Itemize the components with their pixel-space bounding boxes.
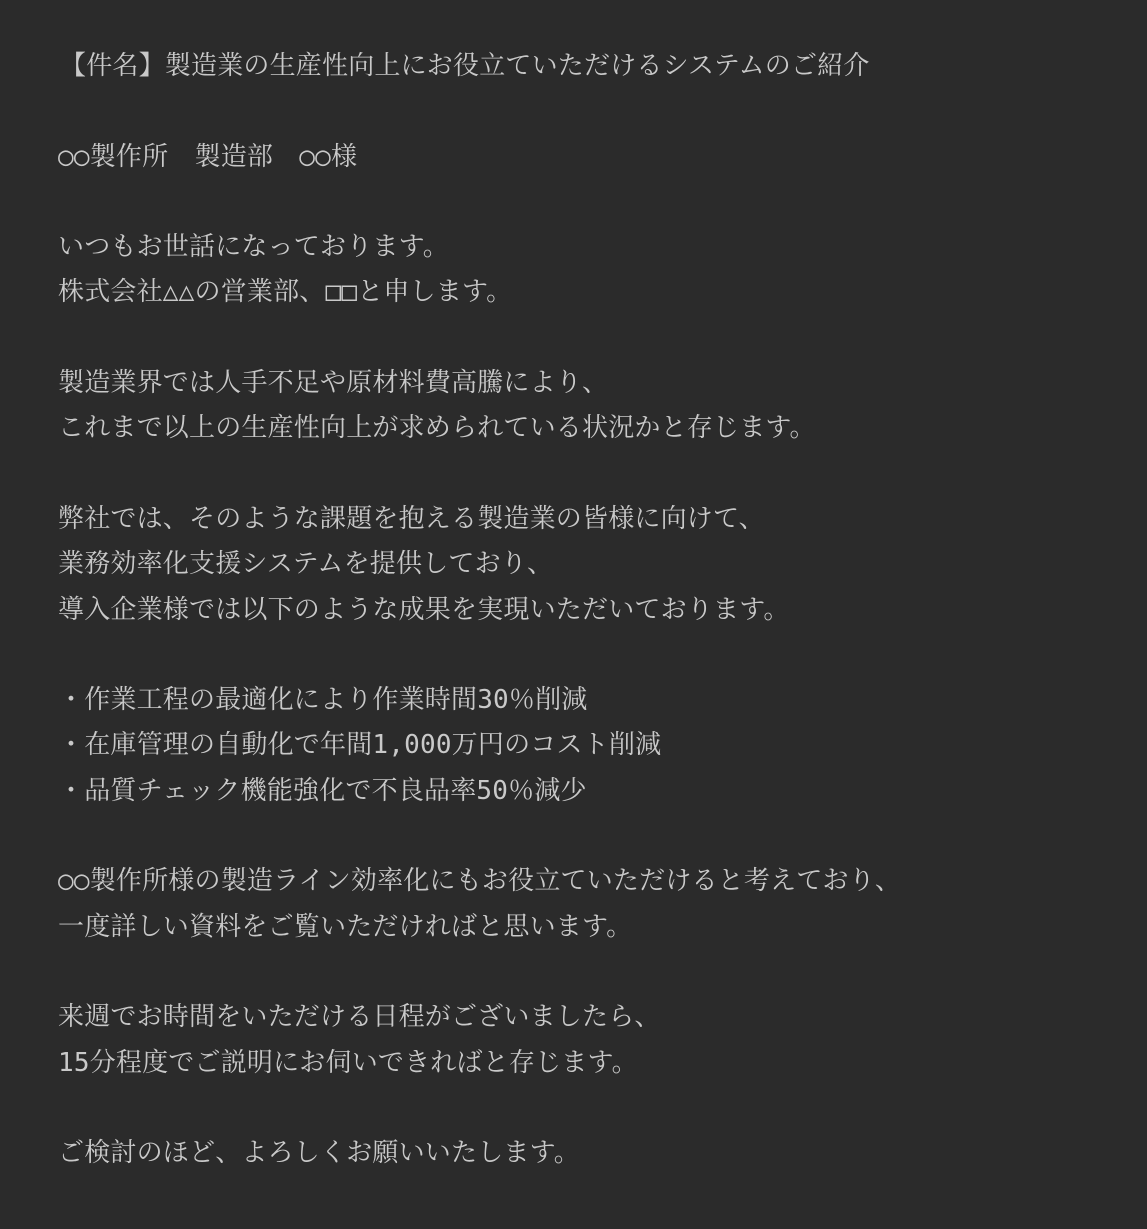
closing-line: ご検討のほど、よろしくお願いいたします。 — [58, 1138, 580, 1169]
spacer — [58, 452, 1128, 497]
spacer — [58, 1086, 1128, 1131]
meeting-request-line: 15分程度でご説明にお伺いできればと存じます。 — [58, 1047, 638, 1078]
proposal-line: ○○製作所様の製造ライン効率化にもお役立ていただけると考えており、 — [58, 866, 902, 897]
spacer — [58, 633, 1128, 678]
introduction-line: 弊社では、そのような課題を抱える製造業の皆様に向けて、 — [58, 503, 765, 534]
spacer — [58, 316, 1128, 361]
email-recipient: ○○製作所 製造部 ○○様 — [58, 141, 358, 172]
greeting-line: 株式会社△△の営業部、□□と申します。 — [58, 277, 513, 308]
context-line: 製造業界では人手不足や原材料費高騰により、 — [58, 368, 609, 399]
meeting-request-line: 来週でお時間をいただける日程がございましたら、 — [58, 1002, 661, 1033]
introduction-line: 業務効率化支援システムを提供しており、 — [58, 549, 554, 580]
introduction-line: 導入企業様では以下のような成果を実現いただいております。 — [58, 594, 790, 625]
context-line: これまで以上の生産性向上が求められている状況かと存じます。 — [58, 413, 816, 444]
result-bullet: ・作業工程の最適化により作業時間30％削減 — [58, 685, 588, 716]
proposal-line: 一度詳しい資料をご覧いただければと思います。 — [58, 911, 633, 942]
spacer — [58, 814, 1128, 859]
spacer — [58, 89, 1128, 134]
email-body — [58, 44, 1128, 1176]
email-subject: 【件名】製造業の生産性向上にお役立ていただけるシステムのご紹介 — [60, 51, 870, 81]
result-bullet: ・在庫管理の自動化で年間1,000万円のコスト削減 — [58, 730, 662, 761]
result-bullet: ・品質チェック機能強化で不良品率50％減少 — [58, 775, 587, 806]
spacer — [58, 180, 1128, 225]
spacer — [58, 950, 1128, 995]
greeting-line: いつもお世話になっております。 — [58, 232, 449, 263]
